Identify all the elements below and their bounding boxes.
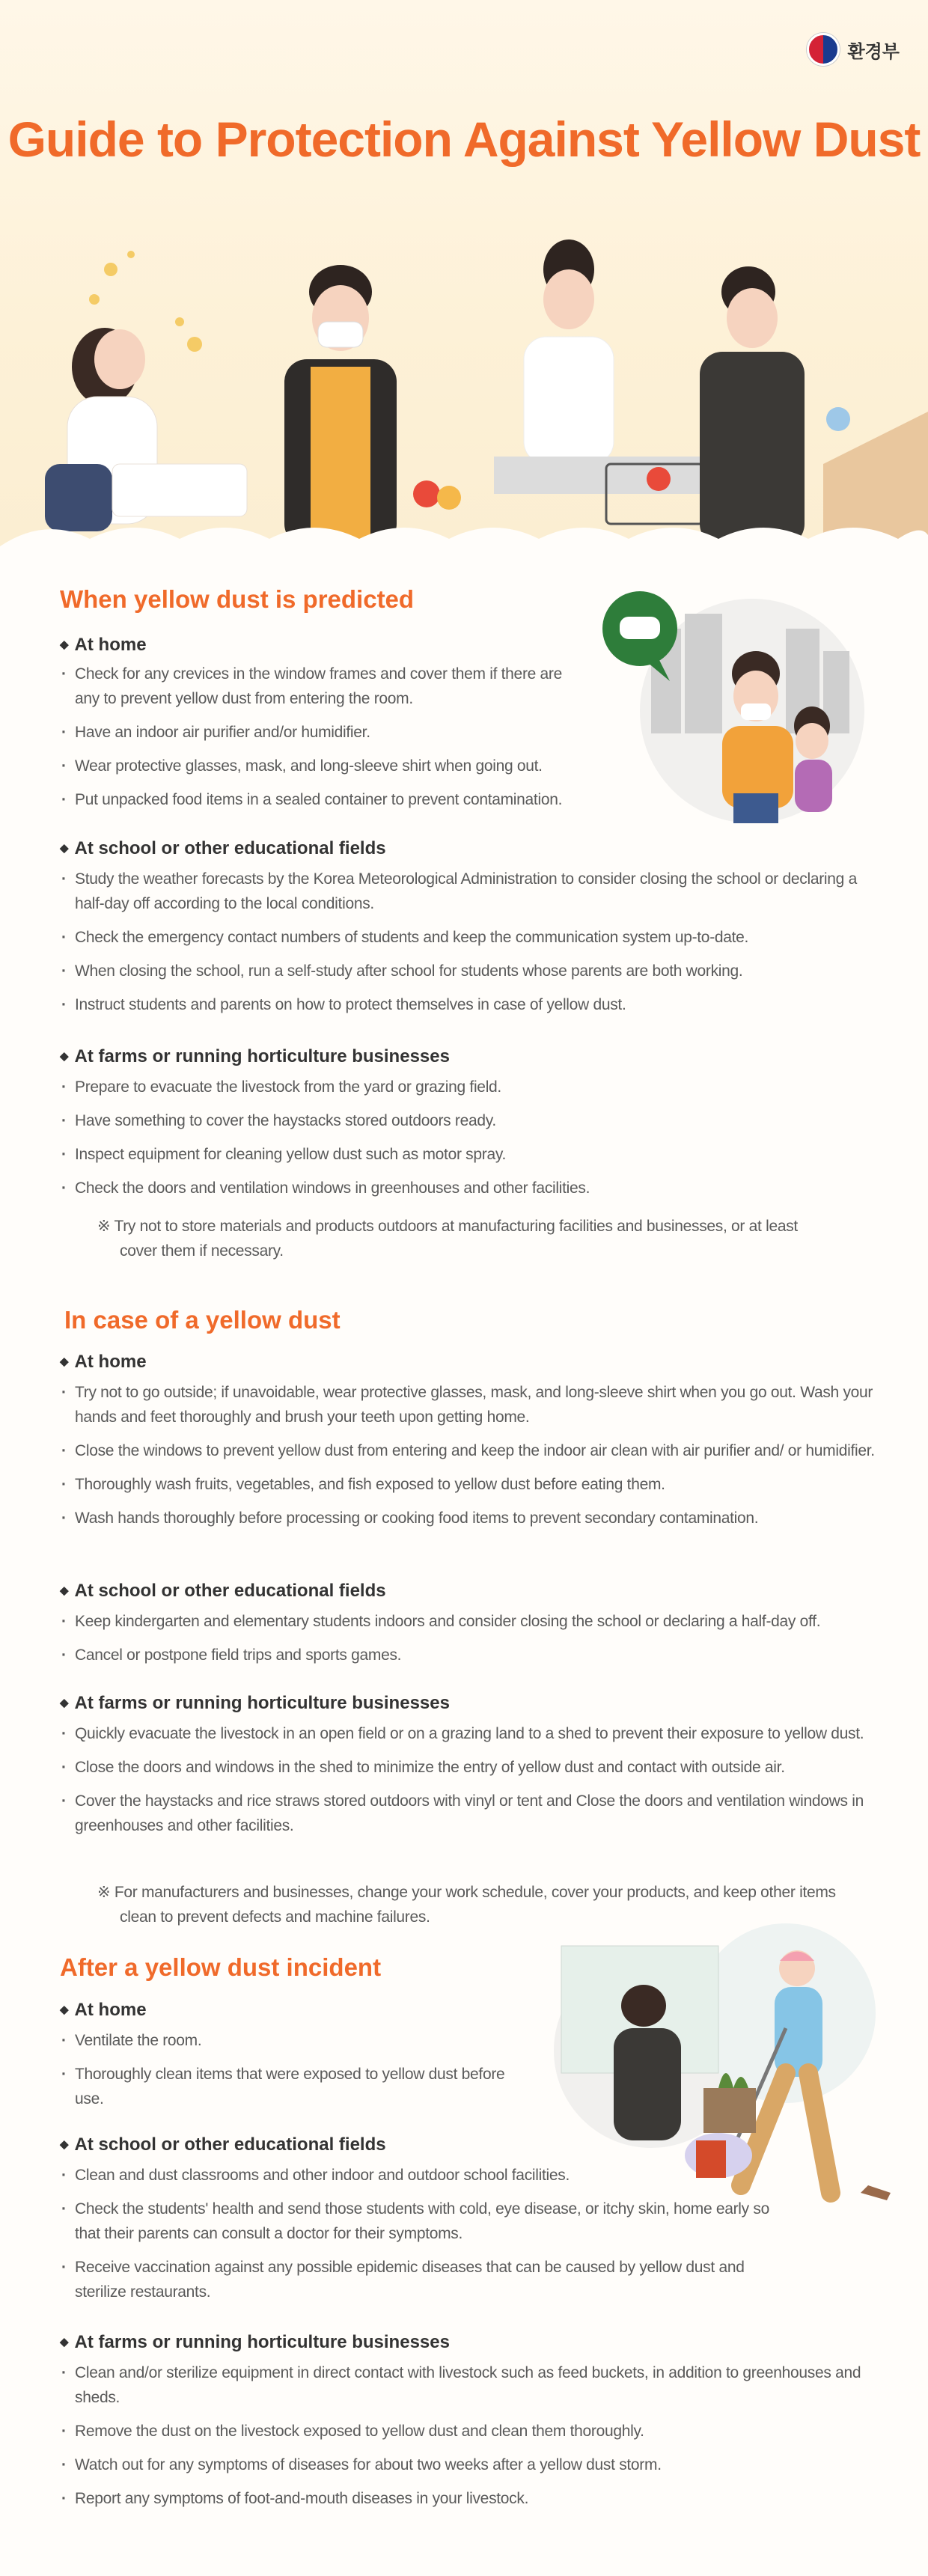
list-item: · Wash hands thoroughly before processing or cooking food items to prevent secondary contamination. — [60, 1506, 891, 1530]
list-item: · Cover the haystacks and rice straws stored outdoors with vinyl or tent and Close the doors and ventilation windows in greenhouses and other facilities. — [60, 1789, 891, 1838]
list-during-school — [60, 1609, 898, 1676]
list-item: · Check the students' health and send those students with cold, eye disease, or itchy skin, home early so that their parents can consult a doctor for their symptoms. — [60, 2197, 778, 2246]
list-item: · Inspect equipment for cleaning yellow dust such as motor spray. — [60, 1142, 883, 1167]
list-item: · Cancel or postpone field trips and sports games. — [60, 1643, 898, 1667]
person-washing — [700, 266, 928, 546]
subheading-at-home: ◆ At home — [60, 2000, 147, 2021]
hero-banner — [0, 0, 928, 546]
list-predicted-home — [60, 662, 569, 821]
list-item: · Thoroughly clean items that were exposed to yellow dust before use. — [60, 2062, 516, 2111]
ministry-name: 환경부 — [847, 41, 900, 62]
list-item: · Try not to go outside; if unavoidable, wear protective glasses, mask, and long-sleeve shirt when you go out. Wash your hands and feet thoroughly and brush your teeth upon getting home. — [60, 1380, 891, 1429]
person-shopping — [413, 239, 711, 524]
list-after-farms — [60, 2360, 891, 2520]
list-item: · Clean and dust classrooms and other indoor and outdoor school facilities. — [60, 2163, 778, 2188]
subheading-farms: ◆ At farms or running horticulture businesses — [60, 2332, 450, 2353]
ministry-logo-icon — [807, 33, 840, 66]
subheading-school: ◆ At school or other educational fields — [60, 2134, 386, 2155]
list-item: · Close the windows to prevent yellow dust from entering and keep the indoor air clean with air purifier and/ or humidifier. — [60, 1438, 891, 1463]
subheading-at-home: ◆ At home — [60, 635, 147, 656]
list-item: · Clean and/or sterilize equipment in direct contact with livestock such as feed buckets, in addition to greenhouses and sheds. — [60, 2360, 891, 2410]
list-after-home — [60, 2028, 516, 2120]
subheading-farms: ◆ At farms or running horticulture businesses — [60, 1693, 450, 1714]
list-predicted-farms — [60, 1075, 883, 1209]
list-item: · Remove the dust on the livestock exposed to yellow dust and clean them thoroughly. — [60, 2419, 891, 2444]
section-title-during: In case of a yellow dust — [64, 1306, 341, 1334]
list-item: · Ventilate the room. — [60, 2028, 516, 2053]
subheading-school: ◆ At school or other educational fields — [60, 838, 386, 859]
list-item: · Put unpacked food items in a sealed container to prevent contamination. — [60, 787, 569, 812]
list-item: · Check for any crevices in the window frames and cover them if there are any to prevent yellow dust from entering the room. — [60, 662, 569, 711]
list-item: · Instruct students and parents on how to protect themselves in case of yellow dust. — [60, 992, 883, 1017]
subheading-school: ◆ At school or other educational fields — [60, 1581, 386, 1602]
list-item: · Thoroughly wash fruits, vegetables, and fish exposed to yellow dust before eating them. — [60, 1472, 891, 1497]
page-title: Guide to Protection Against Yellow Dust — [7, 112, 921, 167]
person-sneezing — [45, 328, 247, 531]
subheading-farms: ◆ At farms or running horticulture businesses — [60, 1046, 450, 1067]
list-item: · Check the doors and ventilation windows in greenhouses and other facilities. — [60, 1176, 883, 1200]
list-item: · Prepare to evacuate the livestock from the yard or grazing field. — [60, 1075, 883, 1099]
list-item: · Keep kindergarten and elementary students indoors and consider closing the school or declaring a half-day off. — [60, 1609, 898, 1634]
list-item: · Quickly evacuate the livestock in an open field or on a grazing land to a shed to prevent their exposure to yellow dust. — [60, 1721, 891, 1746]
note-predicted: ※ Try not to store materials and products outdoors at manufacturing facilities and businesses, or at least cover them if necessary. — [97, 1218, 798, 1260]
list-item: · Study the weather forecasts by the Korea Meteorological Administration to consider closing the school or declaring a half-day off according to the local conditions. — [60, 867, 883, 916]
list-item: · Have an indoor air purifier and/or humidifier. — [60, 720, 569, 745]
list-after-school — [60, 2163, 778, 2313]
list-predicted-school — [60, 867, 883, 1026]
note-during: ※ For manufacturers and businesses, change your work schedule, cover your products, and keep other items clean to prevent defects and machine failures. — [97, 1884, 836, 1926]
hero-illustration — [0, 239, 928, 546]
list-during-farms — [60, 1721, 891, 1847]
list-item: · When closing the school, run a self-study after school for students whose parents are both working. — [60, 959, 883, 983]
section-title-after: After a yellow dust incident — [60, 1953, 382, 1981]
person-mask-man — [284, 265, 397, 546]
family-mask-illustration — [599, 584, 876, 831]
list-during-home — [60, 1380, 891, 1539]
list-item: · Report any symptoms of foot-and-mouth diseases in your livestock. — [60, 2486, 891, 2511]
cloud-divider — [0, 516, 928, 546]
list-item: · Check the emergency contact numbers of students and keep the communication system up-to-date. — [60, 925, 883, 950]
ministry-logo — [807, 33, 900, 66]
section-title-predicted: When yellow dust is predicted — [60, 585, 415, 613]
list-item: · Receive vaccination against any possible epidemic diseases that can be caused by yellow dust and sterilize restaurants. — [60, 2255, 778, 2304]
subheading-at-home: ◆ At home — [60, 1352, 147, 1373]
list-item: · Have something to cover the haystacks stored outdoors ready. — [60, 1108, 883, 1133]
list-item: · Watch out for any symptoms of diseases for about two weeks after a yellow dust storm. — [60, 2453, 891, 2477]
list-item: · Wear protective glasses, mask, and long-sleeve shirt when going out. — [60, 754, 569, 778]
list-item: · Close the doors and windows in the shed to minimize the entry of yellow dust and contact with outside air. — [60, 1755, 891, 1780]
